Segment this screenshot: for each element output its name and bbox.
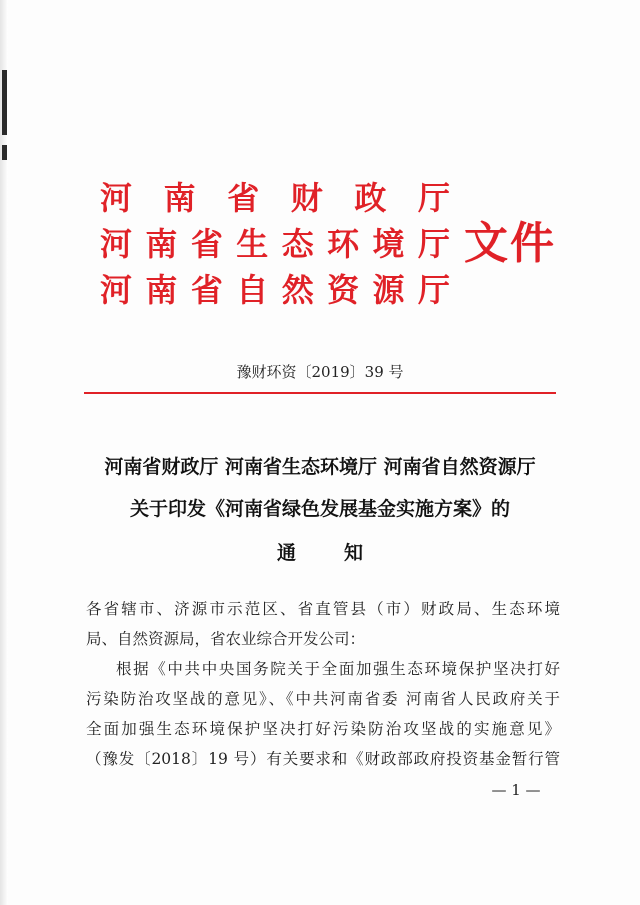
red-divider [84,392,556,394]
document-number: 豫财环资〔2019〕39 号 [236,363,404,381]
title-char: 通 [276,542,296,564]
department-name: 河南省自然资源厅 [100,271,450,309]
department-name: 河 南 省 财 政 厅 [100,179,450,217]
red-header [100,176,560,316]
page-number: — 1 — [491,781,541,799]
document-title-line: 河南省财政厅 河南省生态环境厅 河南省自然资源厅 [104,456,536,478]
title-char: 知 [344,542,364,564]
body-text-line: 各省辖市、济源市示范区、省直管县（市）财政局、生态环境 [86,600,560,618]
department-name: 河南省生态环境厅 [100,225,450,263]
body-text-line: （豫发〔2018〕19 号）有关要求和《财政部政府投资基金暂行管 [86,750,560,768]
body-text-line: 根据《中共中央国务院关于全面加强生态环境保护坚决打好 [116,660,560,678]
document-title-line [60,538,580,568]
body-text-line: 污染防治攻坚战的意见》、《中共河南省委 河南省人民政府关于 [86,690,560,708]
body-text-line: 局、自然资源局，省农业综合开发公司： [86,630,366,648]
document-type-label: 文件 [464,218,556,269]
scan-artifact [2,145,7,160]
document-title-line: 关于印发《河南省绿色发展基金实施方案》的 [129,498,510,520]
scan-artifact [2,70,7,135]
body-text-line: 全面加强生态环境保护坚决打好污染防治攻坚战的实施意见》 [86,720,560,738]
scan-edge [0,0,8,905]
